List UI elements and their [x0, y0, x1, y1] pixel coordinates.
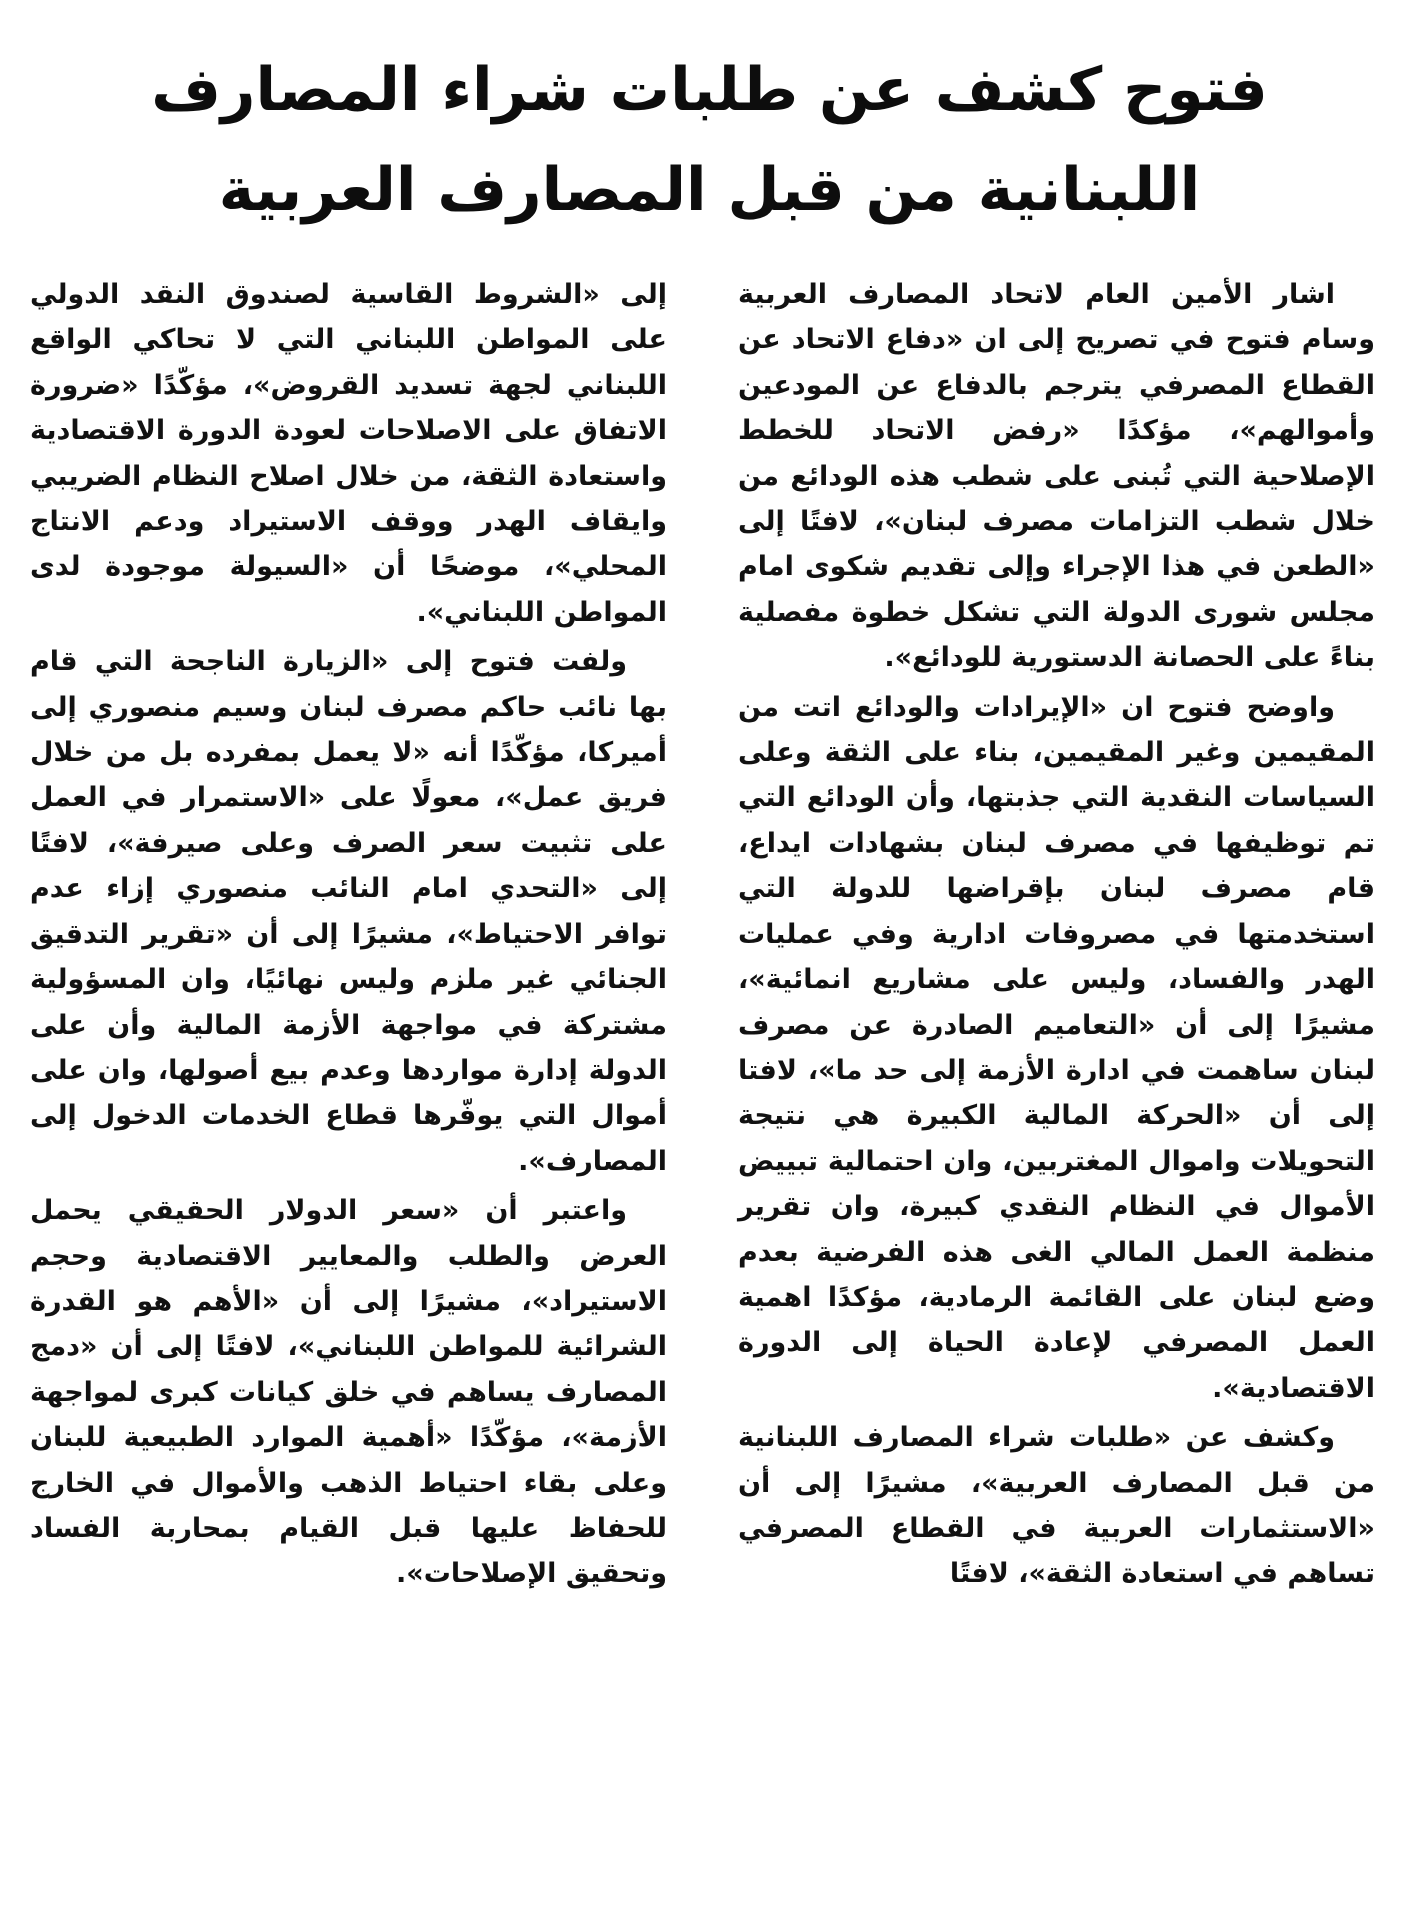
- paragraph: واوضح فتوح ان «الإيرادات والودائع اتت من المقيمين وغير المقيمين، بناء على الثقة وعلى السياسات النقدية التي جذبتها، وأن الودائع التي تم توظيفها في مصرف لبنان بشهادات ايداع، قام مصرف لبنان بإقراضها للدولة التي استخدمتها في مصروفات ادارية وفي عمليات الهدر والفساد، وليس على مشاريع انمائية»، مشيرًا إلى أن «التعاميم الصادرة عن مصرف لبنان ساهمت في ادارة الأزمة إلى حد ما»، لافتا إلى أن «الحركة المالية الكبيرة هي نتيجة التحويلات واموال المغتربين، وان احتمالية تبييض الأموال في النظام النقدي كبيرة، وان تقرير منظمة العمل المالي الغى هذه الفرضية بعدم وضع لبنان على القائمة الرمادية، مؤكدًا اهمية العمل المصرفي لإعادة الحياة إلى الدورة الاقتصادية».: [738, 691, 1375, 1404]
- headline-line-1: فتوح كشف عن طلبات شراء المصارف: [151, 55, 1268, 125]
- paragraph: ولفت فتوح إلى «الزيارة الناجحة التي قام بها نائب حاكم مصرف لبنان وسيم منصوري إلى أميركا، مؤكّدًا أنه «لا يعمل بمفرده بل من خلال فريق عمل»، معولًا على «الاستمرار في العمل على تثبيت سعر الصرف وعلى صيرفة»، لافتًا إلى «التحدي امام النائب منصوري إزاء عدم توافر الاحتياط»، مشيرًا إلى أن «تقرير التدقيق الجنائي غير ملزم وليس نهائيًا، وان المسؤولية مشتركة في مواجهة الأزمة المالية وأن على الدولة إدارة مواردها وعدم بيع أصولها، وان على أموال التي يوفّرها قطاع الخدمات الدخول إلى المصارف».: [30, 646, 667, 1177]
- article-column-left: [30, 272, 667, 1601]
- article-column-right: [738, 272, 1375, 1601]
- article-headline: [60, 40, 1359, 240]
- paragraph: إلى «الشروط القاسية لصندوق النقد الدولي على المواطن اللبناني التي لا تحاكي الواقع اللبناني لجهة تسديد القروض»، مؤكّدًا «ضرورة الاتفاق على الاصلاحات لعودة الدورة الاقتصادية واستعادة الثقة، من خلال اصلاح النظام الضريبي وايقاف الهدر ووقف الاستيراد ودعم الانتاج المحلي»، موضحًا أن «السيولة موجودة لدى المواطن اللبناني».: [30, 279, 667, 628]
- headline-line-2: اللبنانية من قبل المصارف العربية: [218, 155, 1201, 225]
- paragraph: واعتبر أن «سعر الدولار الحقيقي يحمل العرض والطلب والمعايير الاقتصادية وحجم الاستيراد»، مشيرًا إلى أن «الأهم هو القدرة الشرائية للمواطن اللبناني»، لافتًا إلى أن «دمج المصارف يساهم في خلق كيانات كبرى لمواجهة الأزمة»، مؤكّدًا «أهمية الموارد الطبيعية للبنان وعلى بقاء احتياط الذهب والأموال في الخارج للحفاظ عليها قبل القيام بمحاربة الفساد وتحقيق الإصلاحات».: [30, 1195, 667, 1590]
- paragraph: وكشف عن «طلبات شراء المصارف اللبنانية من قبل المصارف العربية»، مشيرًا إلى أن «الاستثمارات العربية في القطاع المصرفي تساهم في استعادة الثقة»، لافتًا: [738, 1422, 1375, 1590]
- paragraph: اشار الأمين العام لاتحاد المصارف العربية وسام فتوح في تصريح إلى ان «دفاع الاتحاد عن القطاع المصرفي يترجم بالدفاع عن المودعين وأموالهم»، مؤكدًا «رفض الاتحاد للخطط الإصلاحية التي تُبنى على شطب هذه الودائع من خلال شطب التزامات مصرف لبنان»، لافتًا إلى «الطعن في هذا الإجراء وإلى تقديم شكوى امام مجلس شورى الدولة التي تشكل خطوة مفصلية بناءً على الحصانة الدستورية للودائع».: [738, 279, 1375, 674]
